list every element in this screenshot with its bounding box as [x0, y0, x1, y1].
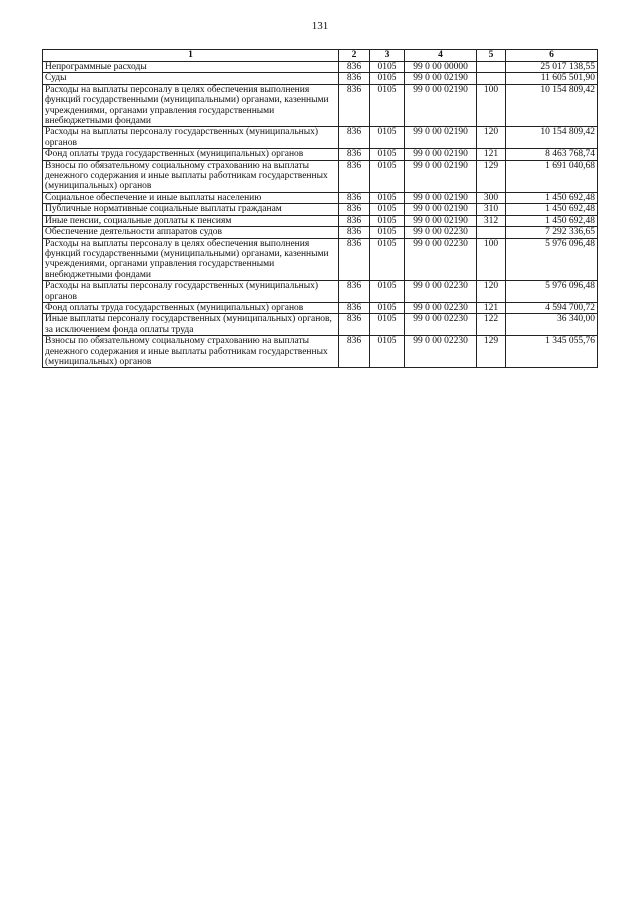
section-code-cell: 0105	[370, 314, 405, 336]
page-number: 131	[311, 20, 329, 32]
admin-code-cell: 836	[339, 215, 370, 226]
table-row	[43, 84, 598, 127]
target-article-cell: 99 0 00 02190	[405, 215, 477, 226]
table-body	[43, 62, 598, 368]
header-row	[43, 50, 598, 62]
target-article-cell: 99 0 00 02230	[405, 336, 477, 368]
target-article-cell: 99 0 00 02230	[405, 238, 477, 281]
section-code-cell: 0105	[370, 84, 405, 127]
row-name-cell: Расходы на выплаты персоналу в целях обеспечения выполнения функций государственными (муниципальными) органами, казенными учреждениями, органами управления государственными внебюджетными фондами	[43, 238, 339, 281]
row-name-cell: Расходы на выплаты персоналу государственных (муниципальных) органов	[43, 127, 339, 149]
section-code-cell: 0105	[370, 62, 405, 73]
amount-cell: 1 450 692,48	[506, 215, 598, 226]
admin-code-cell: 836	[339, 73, 370, 84]
target-article-cell: 99 0 00 02190	[405, 73, 477, 84]
row-name-cell: Социальное обеспечение и иные выплаты населению	[43, 192, 339, 203]
amount-cell: 1 345 055,76	[506, 336, 598, 368]
admin-code-cell: 836	[339, 127, 370, 149]
table-row	[43, 127, 598, 149]
admin-code-cell: 836	[339, 238, 370, 281]
amount-cell: 4 594 700,72	[506, 302, 598, 313]
table-row	[43, 204, 598, 215]
amount-cell: 8 463 768,74	[506, 149, 598, 160]
admin-code-cell: 836	[339, 84, 370, 127]
admin-code-cell: 836	[339, 149, 370, 160]
target-article-cell: 99 0 00 02190	[405, 204, 477, 215]
target-article-cell: 99 0 00 02230	[405, 281, 477, 303]
section-code-cell: 0105	[370, 281, 405, 303]
admin-code-cell: 836	[339, 336, 370, 368]
table-row	[43, 73, 598, 84]
amount-cell: 5 976 096,48	[506, 281, 598, 303]
section-code-cell: 0105	[370, 336, 405, 368]
amount-cell: 25 017 138,55	[506, 62, 598, 73]
section-code-cell: 0105	[370, 149, 405, 160]
section-code-cell: 0105	[370, 204, 405, 215]
table-row	[43, 62, 598, 73]
admin-code-cell: 836	[339, 62, 370, 73]
row-name-cell: Суды	[43, 73, 339, 84]
row-name-cell: Публичные нормативные социальные выплаты гражданам	[43, 204, 339, 215]
expense-type-cell: 120	[477, 281, 506, 303]
row-name-cell: Непрограммные расходы	[43, 62, 339, 73]
admin-code-cell: 836	[339, 314, 370, 336]
row-name-cell: Иные пенсии, социальные доплаты к пенсиям	[43, 215, 339, 226]
section-code-cell: 0105	[370, 192, 405, 203]
table-row	[43, 281, 598, 303]
amount-cell: 10 154 809,42	[506, 127, 598, 149]
amount-cell: 10 154 809,42	[506, 84, 598, 127]
table-row	[43, 314, 598, 336]
amount-cell: 5 976 096,48	[506, 238, 598, 281]
target-article-cell: 99 0 00 02230	[405, 314, 477, 336]
section-code-cell: 0105	[370, 127, 405, 149]
column-header: 5	[477, 50, 506, 62]
expense-type-cell: 120	[477, 127, 506, 149]
expense-type-cell: 100	[477, 84, 506, 127]
target-article-cell: 99 0 00 02190	[405, 149, 477, 160]
amount-cell: 36 340,00	[506, 314, 598, 336]
expense-type-cell: 100	[477, 238, 506, 281]
section-code-cell: 0105	[370, 215, 405, 226]
column-header: 1	[43, 50, 339, 62]
section-code-cell: 0105	[370, 238, 405, 281]
row-name-cell: Взносы по обязательному социальному страхованию на выплаты денежного содержания и иные выплаты работникам государственных (муниципальных) органов	[43, 336, 339, 368]
amount-cell: 1 450 692,48	[506, 204, 598, 215]
target-article-cell: 99 0 00 02190	[405, 192, 477, 203]
table-row	[43, 227, 598, 238]
target-article-cell: 99 0 00 02230	[405, 227, 477, 238]
amount-cell: 1 691 040,68	[506, 160, 598, 192]
section-code-cell: 0105	[370, 73, 405, 84]
row-name-cell: Фонд оплаты труда государственных (муниципальных) органов	[43, 149, 339, 160]
expense-type-cell: 310	[477, 204, 506, 215]
admin-code-cell: 836	[339, 227, 370, 238]
amount-cell: 11 605 501,90	[506, 73, 598, 84]
section-code-cell: 0105	[370, 302, 405, 313]
amount-cell: 7 292 336,65	[506, 227, 598, 238]
target-article-cell: 99 0 00 02190	[405, 160, 477, 192]
expense-type-cell	[477, 62, 506, 73]
admin-code-cell: 836	[339, 160, 370, 192]
expense-type-cell: 129	[477, 160, 506, 192]
expense-type-cell	[477, 73, 506, 84]
target-article-cell: 99 0 00 02190	[405, 84, 477, 127]
table-row	[43, 160, 598, 192]
section-code-cell: 0105	[370, 160, 405, 192]
section-code-cell: 0105	[370, 227, 405, 238]
expense-type-cell: 121	[477, 302, 506, 313]
expense-type-cell: 129	[477, 336, 506, 368]
expense-type-cell: 121	[477, 149, 506, 160]
table-row	[43, 192, 598, 203]
table-row	[43, 238, 598, 281]
target-article-cell: 99 0 00 02230	[405, 302, 477, 313]
admin-code-cell: 836	[339, 192, 370, 203]
admin-code-cell: 836	[339, 302, 370, 313]
row-name-cell: Иные выплаты персоналу государственных (муниципальных) органов, за исключением фонда оплаты труда	[43, 314, 339, 336]
table-row	[43, 215, 598, 226]
row-name-cell: Расходы на выплаты персоналу государственных (муниципальных) органов	[43, 281, 339, 303]
column-header: 6	[506, 50, 598, 62]
row-name-cell: Расходы на выплаты персоналу в целях обеспечения выполнения функций государственными (муниципальными) органами, казенными учреждениями, органами управления государственными внебюджетными фондами	[43, 84, 339, 127]
column-header: 3	[370, 50, 405, 62]
row-name-cell: Фонд оплаты труда государственных (муниципальных) органов	[43, 302, 339, 313]
expense-type-cell	[477, 227, 506, 238]
admin-code-cell: 836	[339, 204, 370, 215]
expense-type-cell: 312	[477, 215, 506, 226]
target-article-cell: 99 0 00 00000	[405, 62, 477, 73]
expense-type-cell: 122	[477, 314, 506, 336]
row-name-cell: Обеспечение деятельности аппаратов судов	[43, 227, 339, 238]
budget-table	[42, 49, 598, 368]
row-name-cell: Взносы по обязательному социальному страхованию на выплаты денежного содержания и иные выплаты работникам государственных (муниципальных) органов	[43, 160, 339, 192]
table-row	[43, 149, 598, 160]
target-article-cell: 99 0 00 02190	[405, 127, 477, 149]
table-row	[43, 336, 598, 368]
table-row	[43, 302, 598, 313]
column-header: 2	[339, 50, 370, 62]
column-header: 4	[405, 50, 477, 62]
admin-code-cell: 836	[339, 281, 370, 303]
expense-type-cell: 300	[477, 192, 506, 203]
amount-cell: 1 450 692,48	[506, 192, 598, 203]
